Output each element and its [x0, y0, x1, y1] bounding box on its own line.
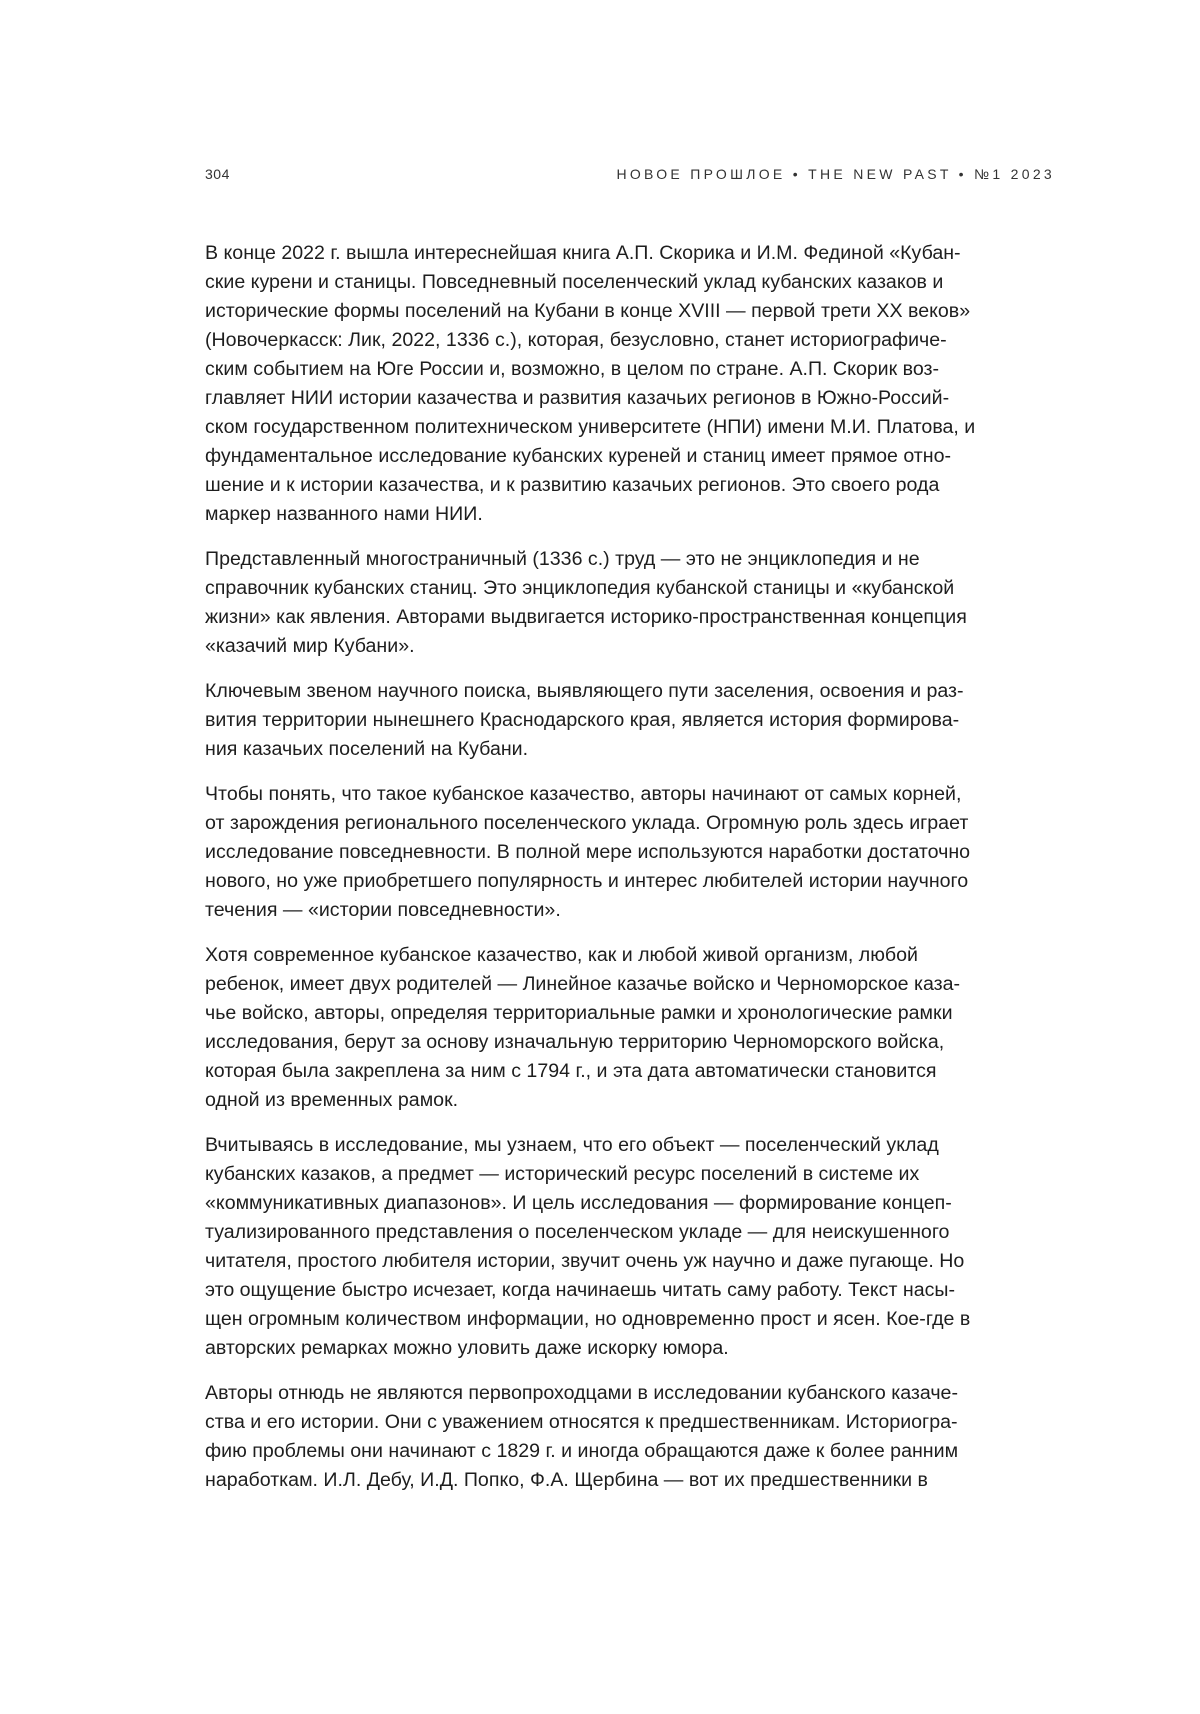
text-line: одной из временных рамок. [205, 1089, 459, 1111]
text-line: Чтобы понять, что такое кубанское казачество, авторы начинают от самых корней, [205, 783, 962, 805]
text-line: «казачий мир Кубани». [205, 635, 415, 657]
text-line: исследования, берут за основу изначальную территорию Черноморского войска, [205, 1031, 945, 1053]
text-line: течения — «истории повседневности». [205, 899, 561, 921]
text-line: читателя, простого любителя истории, звучит очень уж научно и даже пугающе. Но [205, 1250, 965, 1272]
text-line: ния казачьих поселений на Кубани. [205, 738, 529, 760]
running-header [205, 166, 1055, 186]
text-line: туализированного представления о поселенческом укладе — для неискушенного [205, 1221, 950, 1243]
text-line: В конце 2022 г. вышла интереснейшая книга А.П. Скорика и И.М. Фединой «Кубан- [205, 242, 961, 264]
text-line: чье войско, авторы, определяя территориальные рамки и хронологические рамки [205, 1002, 953, 1024]
text-line: фию проблемы они начинают с 1829 г. и иногда обращаются даже к более ранним [205, 1440, 959, 1462]
text-line: щен огромным количеством информации, но одновременно прост и ясен. Кое-где в [205, 1308, 971, 1330]
paragraph [205, 941, 1057, 1115]
page-number: 304 [205, 166, 230, 182]
text-line: фундаментальное исследование кубанских куреней и станиц имеет прямое отно- [205, 445, 952, 467]
paragraph [205, 1131, 1057, 1363]
text-line: ребенок, имеет двух родителей — Линейное казачье войско и Черноморское каза- [205, 973, 961, 995]
text-line: жизни» как явления. Авторами выдвигается историко-пространственная концепция [205, 606, 967, 628]
text-line: ским событием на Юге России и, возможно, в целом по стране. А.П. Скорик воз- [205, 358, 940, 380]
text-line: маркер названного нами НИИ. [205, 503, 483, 525]
text-line: Вчитываясь в исследование, мы узнаем, что его объект — поселенческий уклад [205, 1134, 939, 1156]
text-line: нового, но уже приобретшего популярность и интерес любителей истории научного [205, 870, 969, 892]
text-line: ском государственном политехническом университете (НПИ) имени М.И. Платова, и [205, 416, 976, 438]
text-line: это ощущение быстро исчезает, когда начинаешь читать саму работу. Текст насы- [205, 1279, 956, 1301]
text-line: шение и к истории казачества, и к развитию казачьих регионов. Это своего рода [205, 474, 940, 496]
paragraph [205, 677, 1057, 764]
text-line: справочник кубанских станиц. Это энциклопедия кубанской станицы и «кубанской [205, 577, 955, 599]
journal-title: НОВОЕ ПРОШЛОЕ • THE NEW PAST • №1 2023 [616, 166, 1055, 182]
text-line: исследование повседневности. В полной мере используются наработки достаточно [205, 841, 971, 863]
text-line: ства и его истории. Они с уважением относятся к предшественникам. Историогра- [205, 1411, 958, 1433]
text-line: Ключевым звеном научного поиска, выявляющего пути заселения, освоения и раз- [205, 680, 964, 702]
text-line: (Новочеркасск: Лик, 2022, 1336 с.), которая, безусловно, станет историографиче- [205, 329, 947, 351]
text-line: вития территории нынешнего Краснодарского края, является история формирова- [205, 709, 960, 731]
text-line: «коммуникативных диапазонов». И цель исследования — формирование концеп- [205, 1192, 952, 1214]
paragraph [205, 545, 1057, 661]
text-line: Авторы отнюдь не являются первопроходцами в исследовании кубанского казаче- [205, 1382, 958, 1404]
text-line: ские курени и станицы. Повседневный поселенческий уклад кубанских казаков и [205, 271, 944, 293]
text-line: исторические формы поселений на Кубани в конце XVIII — первой трети XX веков» [205, 300, 971, 322]
text-line: от зарождения регионального поселенческого уклада. Огромную роль здесь играет [205, 812, 969, 834]
text-line: кубанских казаков, а предмет — исторический ресурс поселений в системе их [205, 1163, 920, 1185]
text-line: наработкам. И.Л. Дебу, И.Д. Попко, Ф.А. Щербина — вот их предшественники в [205, 1469, 928, 1491]
text-line: авторских ремарках можно уловить даже искорку юмора. [205, 1337, 729, 1359]
paragraph [205, 1379, 1057, 1495]
paragraph [205, 239, 1057, 529]
text-line: Хотя современное кубанское казачество, как и любой живой организм, любой [205, 944, 918, 966]
paragraph [205, 780, 1057, 925]
text-line: Представленный многостраничный (1336 с.) труд — это не энциклопедия и не [205, 548, 920, 570]
body-text [205, 239, 1057, 1511]
text-line: главляет НИИ истории казачества и развития казачьих регионов в Южно-Россий- [205, 387, 950, 409]
text-line: которая была закреплена за ним с 1794 г., и эта дата автоматически становится [205, 1060, 937, 1082]
